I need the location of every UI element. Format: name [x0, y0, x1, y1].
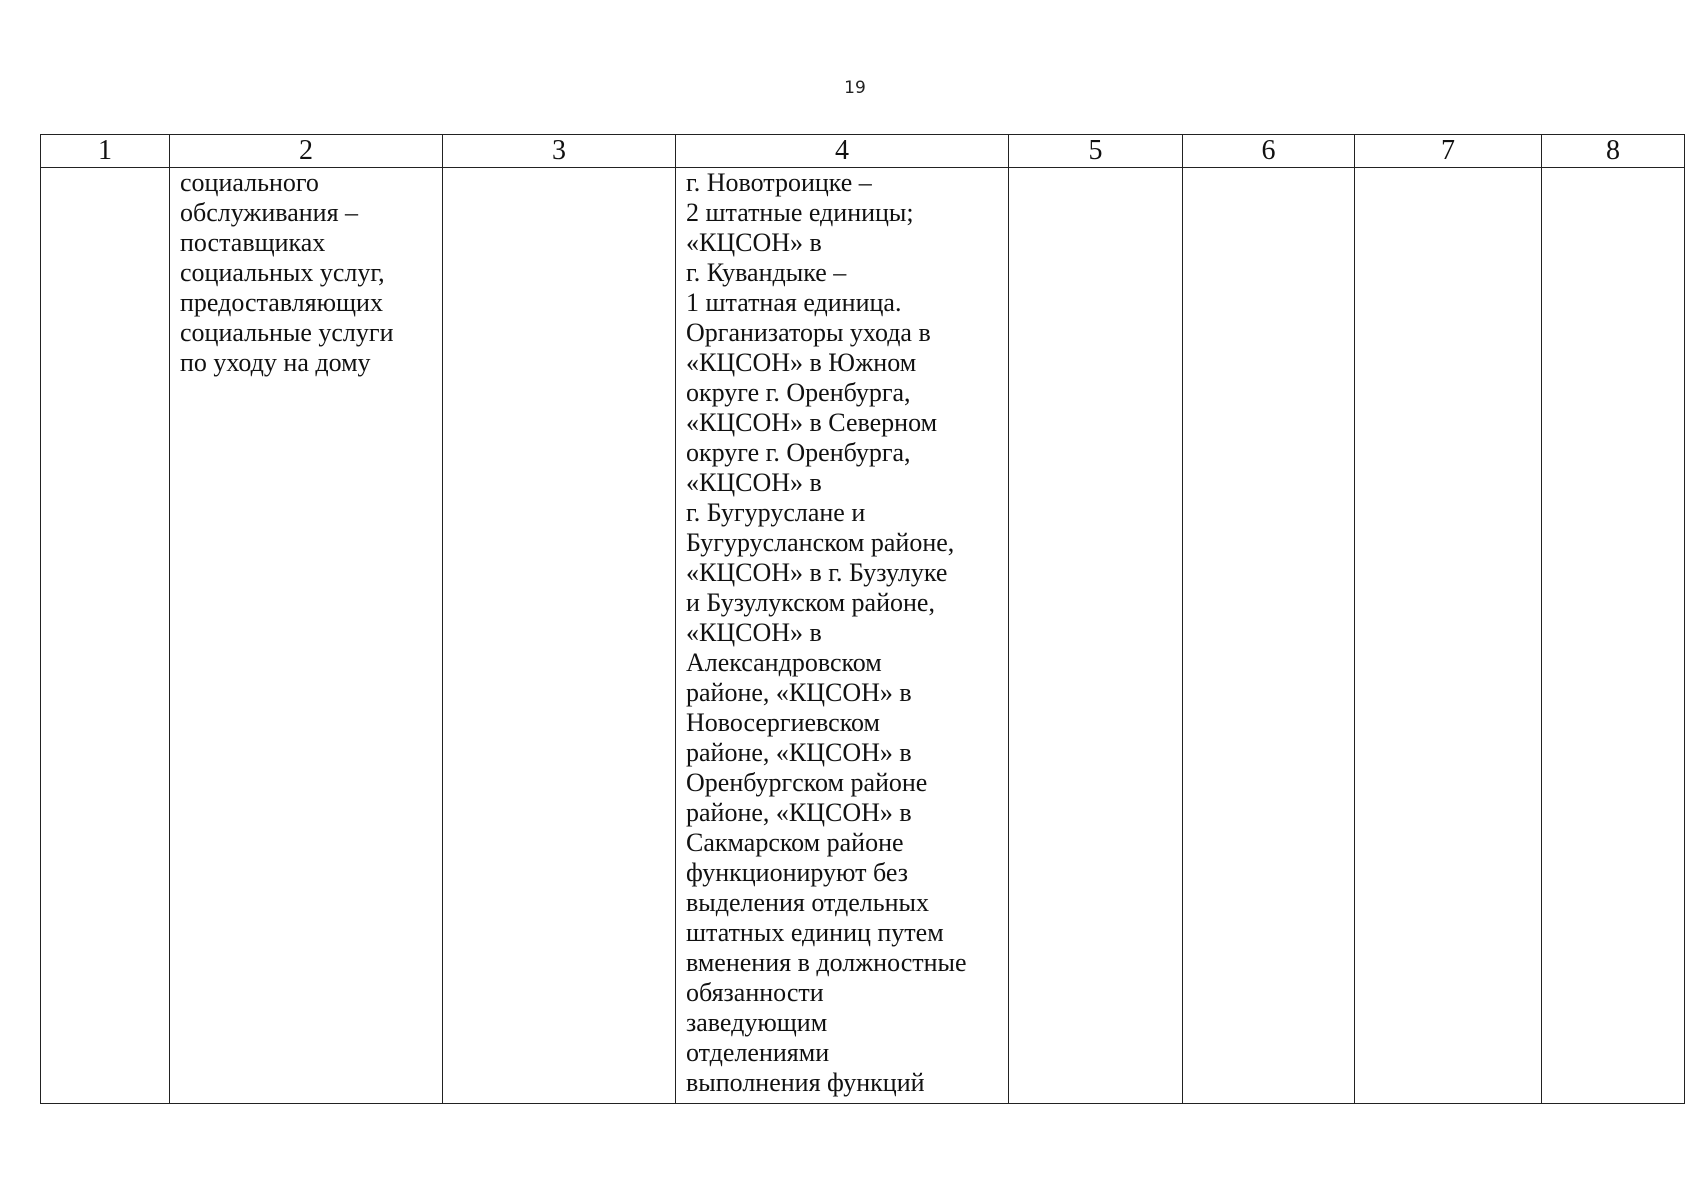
page-number: 19 [844, 78, 866, 98]
column-header-7: 7 [1355, 135, 1542, 168]
column-header-3: 3 [443, 135, 676, 168]
cell-col-6 [1183, 168, 1355, 1104]
column-header-8: 8 [1542, 135, 1685, 168]
table-row [41, 168, 1685, 1104]
cell-col-3 [443, 168, 676, 1104]
cell-text: социального обслуживания – поставщиках социальных услуг, предоставляющих социальные услуги по уходу на дому [180, 168, 394, 377]
cell-text: г. Новотроицке – 2 штатные единицы; «КЦСОН» в г. Кувандыке – 1 штатная единица. Организаторы ухода в «КЦСОН» в Южном округе г. Оренбурга, «КЦСОН» в Северном округе г. Оренбурга, «КЦСОН» в г. Бугуруслане и Бугурусланском районе, «КЦСОН» в г. Бузулуке и Бузулукском районе, «КЦСОН» в Александровском районе, «КЦСОН» в Новосергиевском районе, «КЦСОН» в Оренбургском районе районе, «КЦСОН» в Сакмарском районе функционируют без выделения отдельных штатных единиц путем вменения в должностные обязанности заведующим отделениями выполнения функций [686, 168, 967, 1097]
cell-col-5 [1009, 168, 1183, 1104]
cell-col-4 [676, 168, 1009, 1104]
column-header-6: 6 [1183, 135, 1355, 168]
cell-col-2 [170, 168, 443, 1104]
table-header-row [41, 135, 1685, 168]
column-header-1: 1 [41, 135, 170, 168]
column-header-5: 5 [1009, 135, 1183, 168]
column-header-2: 2 [170, 135, 443, 168]
document-table [40, 134, 1685, 1104]
cell-col-1 [41, 168, 170, 1104]
cell-col-7 [1355, 168, 1542, 1104]
column-header-4: 4 [676, 135, 1009, 168]
cell-col-8 [1542, 168, 1685, 1104]
